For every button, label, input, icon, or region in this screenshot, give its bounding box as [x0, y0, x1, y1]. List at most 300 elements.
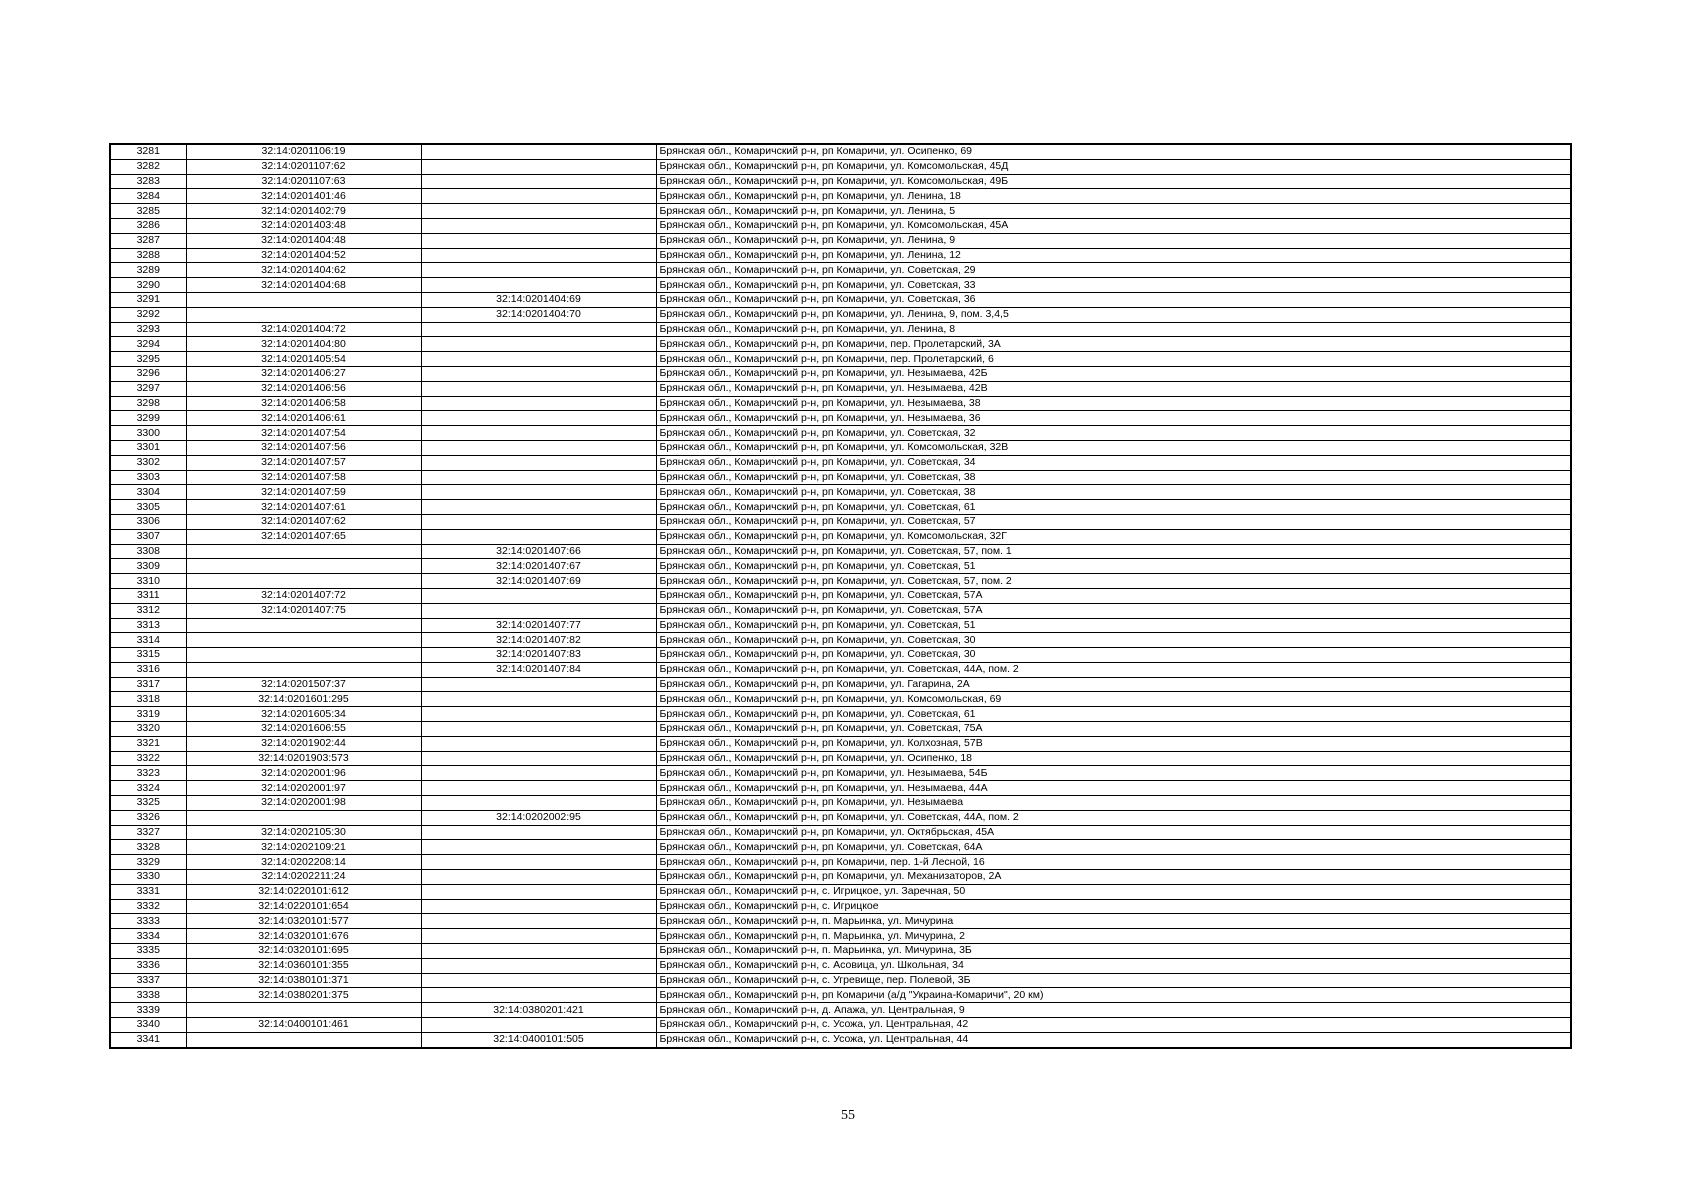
- table-row: [110, 840, 1571, 855]
- table-row: [110, 189, 1571, 204]
- cadastral-number-alt-cell: [421, 233, 656, 248]
- address-cell: Брянская обл., Комаричский р-н, рп Комаричи, ул. Советская, 57А: [656, 588, 1571, 603]
- cadastral-number-alt-cell: [421, 396, 656, 411]
- address-cell: Брянская обл., Комаричский р-н, рп Комаричи, ул. Советская, 44А, пом. 2: [656, 810, 1571, 825]
- cadastral-number-cell: 32:14:0202001:96: [186, 766, 421, 781]
- row-number-cell: 3341: [110, 1032, 186, 1047]
- table-row: [110, 1032, 1571, 1047]
- row-number-cell: 3282: [110, 159, 186, 174]
- address-cell: Брянская обл., Комаричский р-н, рп Комаричи, ул. Советская, 36: [656, 292, 1571, 307]
- row-number-cell: 3292: [110, 307, 186, 322]
- address-cell: Брянская обл., Комаричский р-н, рп Комаричи, ул. Советская, 61: [656, 500, 1571, 515]
- table-row: [110, 618, 1571, 633]
- cadastral-number-cell: [186, 559, 421, 574]
- address-cell: Брянская обл., Комаричский р-н, рп Комаричи, ул. Колхозная, 57В: [656, 736, 1571, 751]
- table-row: [110, 278, 1571, 293]
- row-number-cell: 3306: [110, 514, 186, 529]
- address-cell: Брянская обл., Комаричский р-н, рп Комаричи, ул. Незымаева, 42В: [656, 381, 1571, 396]
- row-number-cell: 3320: [110, 722, 186, 737]
- address-cell: Брянская обл., Комаричский р-н, рп Комаричи, ул. Комсомольская, 45Д: [656, 159, 1571, 174]
- table-row: [110, 440, 1571, 455]
- row-number-cell: 3317: [110, 677, 186, 692]
- cadastral-number-alt-cell: 32:14:0202002:95: [421, 810, 656, 825]
- row-number-cell: 3319: [110, 707, 186, 722]
- row-number-cell: 3307: [110, 529, 186, 544]
- cadastral-number-alt-cell: 32:14:0380201:421: [421, 1003, 656, 1018]
- address-cell: Брянская обл., Комаричский р-н, рп Комаричи, пер. 1-й Лесной, 16: [656, 855, 1571, 870]
- cadastral-number-alt-cell: 32:14:0201407:69: [421, 574, 656, 589]
- cadastral-number-cell: 32:14:0201407:54: [186, 426, 421, 441]
- cadastral-number-cell: 32:14:0320101:676: [186, 929, 421, 944]
- cadastral-number-alt-cell: 32:14:0201407:83: [421, 648, 656, 663]
- table-row: [110, 692, 1571, 707]
- table-row: [110, 307, 1571, 322]
- registry-table: [109, 143, 1572, 1049]
- table-row: [110, 648, 1571, 663]
- cadastral-number-cell: 32:14:0201407:62: [186, 514, 421, 529]
- table-row: [110, 529, 1571, 544]
- table-row: [110, 1018, 1571, 1033]
- table-row: [110, 263, 1571, 278]
- table-row: [110, 914, 1571, 929]
- cadastral-number-alt-cell: 32:14:0400101:505: [421, 1032, 656, 1047]
- address-cell: Брянская обл., Комаричский р-н, рп Комаричи, ул. Советская, 32: [656, 426, 1571, 441]
- table-row: [110, 559, 1571, 574]
- table-row: [110, 292, 1571, 307]
- row-number-cell: 3329: [110, 855, 186, 870]
- cadastral-number-alt-cell: [421, 500, 656, 515]
- address-cell: Брянская обл., Комаричский р-н, рп Комаричи, ул. Незымаева, 44А: [656, 781, 1571, 796]
- address-cell: Брянская обл., Комаричский р-н, с. Усожа, ул. Центральная, 44: [656, 1032, 1571, 1047]
- cadastral-number-cell: [186, 292, 421, 307]
- row-number-cell: 3294: [110, 337, 186, 352]
- table-row: [110, 485, 1571, 500]
- cadastral-number-alt-cell: 32:14:0201407:77: [421, 618, 656, 633]
- cadastral-number-alt-cell: [421, 529, 656, 544]
- cadastral-number-cell: 32:14:0201407:65: [186, 529, 421, 544]
- table-row: [110, 366, 1571, 381]
- table-row: [110, 855, 1571, 870]
- table-row: [110, 174, 1571, 189]
- table-row: [110, 884, 1571, 899]
- table-row: [110, 337, 1571, 352]
- table-row: [110, 144, 1571, 159]
- cadastral-number-cell: 32:14:0201407:75: [186, 603, 421, 618]
- address-cell: Брянская обл., Комаричский р-н, рп Комаричи, ул. Комсомольская, 45А: [656, 218, 1571, 233]
- cadastral-number-cell: 32:14:0201407:58: [186, 470, 421, 485]
- address-cell: Брянская обл., Комаричский р-н, рп Комаричи, ул. Советская, 29: [656, 263, 1571, 278]
- table-row: [110, 159, 1571, 174]
- table-row: [110, 204, 1571, 219]
- cadastral-number-cell: 32:14:0201507:37: [186, 677, 421, 692]
- address-cell: Брянская обл., Комаричский р-н, рп Комаричи, ул. Советская, 57, пом. 2: [656, 574, 1571, 589]
- address-cell: Брянская обл., Комаричский р-н, п. Марьинка, ул. Мичурина: [656, 914, 1571, 929]
- cadastral-number-alt-cell: [421, 1018, 656, 1033]
- row-number-cell: 3313: [110, 618, 186, 633]
- row-number-cell: 3336: [110, 958, 186, 973]
- cadastral-number-cell: 32:14:0201407:57: [186, 455, 421, 470]
- cadastral-number-alt-cell: [421, 485, 656, 500]
- table-row: [110, 988, 1571, 1003]
- row-number-cell: 3309: [110, 559, 186, 574]
- table-row: [110, 707, 1571, 722]
- table-row: [110, 825, 1571, 840]
- table-row: [110, 1003, 1571, 1018]
- row-number-cell: 3322: [110, 751, 186, 766]
- cadastral-number-cell: 32:14:0380101:371: [186, 973, 421, 988]
- cadastral-number-alt-cell: [421, 218, 656, 233]
- table-row: [110, 662, 1571, 677]
- cadastral-number-alt-cell: [421, 174, 656, 189]
- cadastral-number-alt-cell: [421, 352, 656, 367]
- cadastral-number-alt-cell: [421, 411, 656, 426]
- cadastral-number-alt-cell: [421, 278, 656, 293]
- table-row: [110, 514, 1571, 529]
- address-cell: Брянская обл., Комаричский р-н, рп Комаричи, ул. Незымаева: [656, 796, 1571, 811]
- cadastral-number-cell: 32:14:0400101:461: [186, 1018, 421, 1033]
- address-cell: Брянская обл., Комаричский р-н, рп Комаричи, пер. Пролетарский, 6: [656, 352, 1571, 367]
- cadastral-number-cell: 32:14:0220101:654: [186, 899, 421, 914]
- row-number-cell: 3285: [110, 204, 186, 219]
- row-number-cell: 3296: [110, 366, 186, 381]
- cadastral-number-alt-cell: [421, 958, 656, 973]
- row-number-cell: 3293: [110, 322, 186, 337]
- cadastral-number-cell: 32:14:0201407:72: [186, 588, 421, 603]
- row-number-cell: 3308: [110, 544, 186, 559]
- address-cell: Брянская обл., Комаричский р-н, рп Комаричи, ул. Советская, 33: [656, 278, 1571, 293]
- row-number-cell: 3281: [110, 144, 186, 159]
- cadastral-number-cell: [186, 544, 421, 559]
- row-number-cell: 3295: [110, 352, 186, 367]
- cadastral-number-cell: 32:14:0202211:24: [186, 870, 421, 885]
- cadastral-number-alt-cell: [421, 189, 656, 204]
- table-row: [110, 973, 1571, 988]
- page-number: 55: [841, 1108, 855, 1123]
- cadastral-number-cell: 32:14:0201403:48: [186, 218, 421, 233]
- cadastral-number-alt-cell: [421, 381, 656, 396]
- address-cell: Брянская обл., Комаричский р-н, рп Комаричи, ул. Советская, 57А: [656, 603, 1571, 618]
- table-row: [110, 929, 1571, 944]
- row-number-cell: 3340: [110, 1018, 186, 1033]
- address-cell: Брянская обл., Комаричский р-н, рп Комаричи, ул. Ленина, 9: [656, 233, 1571, 248]
- table-row: [110, 736, 1571, 751]
- cadastral-number-cell: 32:14:0201605:34: [186, 707, 421, 722]
- cadastral-number-cell: 32:14:0201404:62: [186, 263, 421, 278]
- row-number-cell: 3303: [110, 470, 186, 485]
- table-row: [110, 544, 1571, 559]
- cadastral-number-alt-cell: [421, 736, 656, 751]
- cadastral-number-cell: [186, 662, 421, 677]
- cadastral-number-alt-cell: [421, 144, 656, 159]
- table-row: [110, 796, 1571, 811]
- cadastral-number-cell: 32:14:0320101:577: [186, 914, 421, 929]
- address-cell: Брянская обл., Комаричский р-н, рп Комаричи, ул. Гагарина, 2А: [656, 677, 1571, 692]
- cadastral-number-cell: 32:14:0201601:295: [186, 692, 421, 707]
- address-cell: Брянская обл., Комаричский р-н, рп Комаричи, ул. Осипенко, 69: [656, 144, 1571, 159]
- address-cell: Брянская обл., Комаричский р-н, рп Комаричи, ул. Советская, 51: [656, 559, 1571, 574]
- cadastral-number-alt-cell: [421, 514, 656, 529]
- cadastral-number-alt-cell: 32:14:0201407:67: [421, 559, 656, 574]
- address-cell: Брянская обл., Комаричский р-н, с. Асовица, ул. Школьная, 34: [656, 958, 1571, 973]
- registry-table-body: [110, 144, 1571, 1048]
- table-row: [110, 411, 1571, 426]
- cadastral-number-alt-cell: [421, 366, 656, 381]
- cadastral-number-cell: 32:14:0201106:19: [186, 144, 421, 159]
- row-number-cell: 3318: [110, 692, 186, 707]
- address-cell: Брянская обл., Комаричский р-н, рп Комаричи, ул. Незымаева, 54Б: [656, 766, 1571, 781]
- address-cell: Брянская обл., Комаричский р-н, п. Марьинка, ул. Мичурина, 3Б: [656, 944, 1571, 959]
- cadastral-number-cell: 32:14:0202105:30: [186, 825, 421, 840]
- table-row: [110, 751, 1571, 766]
- cadastral-number-cell: 32:14:0202208:14: [186, 855, 421, 870]
- cadastral-number-cell: 32:14:0201404:48: [186, 233, 421, 248]
- cadastral-number-alt-cell: [421, 692, 656, 707]
- table-row: [110, 574, 1571, 589]
- address-cell: Брянская обл., Комаричский р-н, рп Комаричи, ул. Советская, 57: [656, 514, 1571, 529]
- cadastral-number-alt-cell: [421, 944, 656, 959]
- cadastral-number-cell: [186, 648, 421, 663]
- table-row: [110, 603, 1571, 618]
- row-number-cell: 3305: [110, 500, 186, 515]
- cadastral-number-cell: [186, 574, 421, 589]
- cadastral-number-alt-cell: 32:14:0201407:82: [421, 633, 656, 648]
- cadastral-number-cell: 32:14:0220101:612: [186, 884, 421, 899]
- cadastral-number-cell: 32:14:0201606:55: [186, 722, 421, 737]
- address-cell: Брянская обл., Комаричский р-н, рп Комаричи, ул. Советская, 44А, пом. 2: [656, 662, 1571, 677]
- cadastral-number-alt-cell: [421, 899, 656, 914]
- row-number-cell: 3304: [110, 485, 186, 500]
- row-number-cell: 3338: [110, 988, 186, 1003]
- cadastral-number-cell: 32:14:0201404:68: [186, 278, 421, 293]
- table-row: [110, 781, 1571, 796]
- table-row: [110, 352, 1571, 367]
- row-number-cell: 3315: [110, 648, 186, 663]
- address-cell: Брянская обл., Комаричский р-н, рп Комаричи, ул. Октябрьская, 45А: [656, 825, 1571, 840]
- address-cell: Брянская обл., Комаричский р-н, рп Комаричи, ул. Советская, 38: [656, 470, 1571, 485]
- row-number-cell: 3299: [110, 411, 186, 426]
- cadastral-number-alt-cell: [421, 855, 656, 870]
- cadastral-number-cell: 32:14:0201903:573: [186, 751, 421, 766]
- row-number-cell: 3323: [110, 766, 186, 781]
- cadastral-number-alt-cell: [421, 840, 656, 855]
- address-cell: Брянская обл., Комаричский р-н, рп Комаричи, ул. Комсомольская, 49Б: [656, 174, 1571, 189]
- cadastral-number-cell: 32:14:0202001:98: [186, 796, 421, 811]
- cadastral-number-cell: 32:14:0201406:61: [186, 411, 421, 426]
- cadastral-number-alt-cell: [421, 677, 656, 692]
- cadastral-number-cell: [186, 810, 421, 825]
- cadastral-number-cell: 32:14:0201107:62: [186, 159, 421, 174]
- address-cell: Брянская обл., Комаричский р-н, рп Комаричи, ул. Советская, 51: [656, 618, 1571, 633]
- table-row: [110, 870, 1571, 885]
- cadastral-number-alt-cell: [421, 588, 656, 603]
- table-row: [110, 396, 1571, 411]
- address-cell: Брянская обл., Комаричский р-н, рп Комаричи, ул. Ленина, 18: [656, 189, 1571, 204]
- cadastral-number-alt-cell: [421, 973, 656, 988]
- row-number-cell: 3301: [110, 440, 186, 455]
- row-number-cell: 3331: [110, 884, 186, 899]
- row-number-cell: 3335: [110, 944, 186, 959]
- row-number-cell: 3302: [110, 455, 186, 470]
- table-row: [110, 766, 1571, 781]
- address-cell: Брянская обл., Комаричский р-н, рп Комаричи, ул. Ленина, 9, пом. 3,4,5: [656, 307, 1571, 322]
- address-cell: Брянская обл., Комаричский р-н, рп Комаричи, ул. Комсомольская, 32В: [656, 440, 1571, 455]
- address-cell: Брянская обл., Комаричский р-н, рп Комаричи, ул. Механизаторов, 2А: [656, 870, 1571, 885]
- row-number-cell: 3289: [110, 263, 186, 278]
- row-number-cell: 3328: [110, 840, 186, 855]
- cadastral-number-alt-cell: [421, 470, 656, 485]
- cadastral-number-cell: 32:14:0201407:61: [186, 500, 421, 515]
- address-cell: Брянская обл., Комаричский р-н, рп Комаричи, ул. Ленина, 12: [656, 248, 1571, 263]
- cadastral-number-cell: 32:14:0202109:21: [186, 840, 421, 855]
- row-number-cell: 3334: [110, 929, 186, 944]
- cadastral-number-alt-cell: [421, 884, 656, 899]
- address-cell: Брянская обл., Комаричский р-н, с. Усожа, ул. Центральная, 42: [656, 1018, 1571, 1033]
- address-cell: Брянская обл., Комаричский р-н, рп Комаричи, ул. Незымаева, 38: [656, 396, 1571, 411]
- row-number-cell: 3327: [110, 825, 186, 840]
- table-row: [110, 470, 1571, 485]
- row-number-cell: 3287: [110, 233, 186, 248]
- row-number-cell: 3332: [110, 899, 186, 914]
- address-cell: Брянская обл., Комаричский р-н, рп Комаричи, ул. Незымаева, 42Б: [656, 366, 1571, 381]
- table-row: [110, 958, 1571, 973]
- table-row: [110, 248, 1571, 263]
- cadastral-number-cell: [186, 618, 421, 633]
- cadastral-number-cell: [186, 633, 421, 648]
- address-cell: Брянская обл., Комаричский р-н, рп Комаричи, ул. Осипенко, 18: [656, 751, 1571, 766]
- cadastral-number-alt-cell: [421, 204, 656, 219]
- cadastral-number-alt-cell: [421, 707, 656, 722]
- row-number-cell: 3324: [110, 781, 186, 796]
- cadastral-number-cell: 32:14:0380201:375: [186, 988, 421, 1003]
- cadastral-number-cell: 32:14:0201406:27: [186, 366, 421, 381]
- row-number-cell: 3321: [110, 736, 186, 751]
- table-row: [110, 899, 1571, 914]
- address-cell: Брянская обл., Комаричский р-н, рп Комаричи, ул. Советская, 38: [656, 485, 1571, 500]
- address-cell: Брянская обл., Комаричский р-н, с. Игрицкое, ул. Заречная, 50: [656, 884, 1571, 899]
- cadastral-number-cell: 32:14:0202001:97: [186, 781, 421, 796]
- row-number-cell: 3310: [110, 574, 186, 589]
- address-cell: Брянская обл., Комаричский р-н, д. Апажа, ул. Центральная, 9: [656, 1003, 1571, 1018]
- cadastral-number-alt-cell: [421, 988, 656, 1003]
- row-number-cell: 3330: [110, 870, 186, 885]
- row-number-cell: 3297: [110, 381, 186, 396]
- cadastral-number-alt-cell: [421, 781, 656, 796]
- cadastral-number-alt-cell: [421, 440, 656, 455]
- cadastral-number-alt-cell: [421, 603, 656, 618]
- cadastral-number-cell: 32:14:0201407:56: [186, 440, 421, 455]
- cadastral-number-alt-cell: [421, 426, 656, 441]
- address-cell: Брянская обл., Комаричский р-н, с. Угревище, пер. Полевой, 3Б: [656, 973, 1571, 988]
- table-row: [110, 218, 1571, 233]
- row-number-cell: 3337: [110, 973, 186, 988]
- cadastral-number-cell: 32:14:0201404:80: [186, 337, 421, 352]
- address-cell: Брянская обл., Комаричский р-н, п. Марьинка, ул. Мичурина, 2: [656, 929, 1571, 944]
- table-row: [110, 722, 1571, 737]
- cadastral-number-alt-cell: [421, 929, 656, 944]
- cadastral-number-alt-cell: [421, 766, 656, 781]
- cadastral-number-cell: 32:14:0201405:54: [186, 352, 421, 367]
- row-number-cell: 3291: [110, 292, 186, 307]
- cadastral-number-alt-cell: [421, 455, 656, 470]
- cadastral-number-cell: [186, 1032, 421, 1047]
- cadastral-number-alt-cell: [421, 337, 656, 352]
- cadastral-number-cell: 32:14:0201402:79: [186, 204, 421, 219]
- cadastral-number-cell: 32:14:0201404:52: [186, 248, 421, 263]
- row-number-cell: 3311: [110, 588, 186, 603]
- cadastral-number-alt-cell: [421, 159, 656, 174]
- cadastral-number-cell: 32:14:0201401:46: [186, 189, 421, 204]
- address-cell: Брянская обл., Комаричский р-н, рп Комаричи, ул. Комсомольская, 32Г: [656, 529, 1571, 544]
- row-number-cell: 3312: [110, 603, 186, 618]
- table-row: [110, 588, 1571, 603]
- cadastral-number-cell: 32:14:0320101:695: [186, 944, 421, 959]
- address-cell: Брянская обл., Комаричский р-н, рп Комаричи, ул. Советская, 64А: [656, 840, 1571, 855]
- cadastral-number-alt-cell: 32:14:0201404:69: [421, 292, 656, 307]
- row-number-cell: 3325: [110, 796, 186, 811]
- table-row: [110, 426, 1571, 441]
- cadastral-number-alt-cell: [421, 914, 656, 929]
- cadastral-number-cell: 32:14:0201406:58: [186, 396, 421, 411]
- cadastral-number-alt-cell: [421, 751, 656, 766]
- address-cell: Брянская обл., Комаричский р-н, рп Комаричи, ул. Ленина, 8: [656, 322, 1571, 337]
- address-cell: Брянская обл., Комаричский р-н, рп Комаричи, ул. Советская, 34: [656, 455, 1571, 470]
- address-cell: Брянская обл., Комаричский р-н, рп Комаричи, ул. Советская, 75А: [656, 722, 1571, 737]
- row-number-cell: 3316: [110, 662, 186, 677]
- cadastral-number-cell: 32:14:0201107:63: [186, 174, 421, 189]
- row-number-cell: 3298: [110, 396, 186, 411]
- row-number-cell: 3300: [110, 426, 186, 441]
- cadastral-number-cell: 32:14:0201902:44: [186, 736, 421, 751]
- address-cell: Брянская обл., Комаричский р-н, рп Комаричи, пер. Пролетарский, 3А: [656, 337, 1571, 352]
- table-row: [110, 381, 1571, 396]
- row-number-cell: 3314: [110, 633, 186, 648]
- row-number-cell: 3333: [110, 914, 186, 929]
- cadastral-number-alt-cell: 32:14:0201407:66: [421, 544, 656, 559]
- row-number-cell: 3288: [110, 248, 186, 263]
- cadastral-number-alt-cell: [421, 870, 656, 885]
- cadastral-number-alt-cell: [421, 322, 656, 337]
- address-cell: Брянская обл., Комаричский р-н, рп Комаричи (а/д "Украина-Комаричи", 20 км): [656, 988, 1571, 1003]
- row-number-cell: 3326: [110, 810, 186, 825]
- cadastral-number-alt-cell: [421, 263, 656, 278]
- table-row: [110, 233, 1571, 248]
- cadastral-number-alt-cell: [421, 796, 656, 811]
- table-row: [110, 944, 1571, 959]
- address-cell: Брянская обл., Комаричский р-н, рп Комаричи, ул. Незымаева, 36: [656, 411, 1571, 426]
- cadastral-number-cell: 32:14:0360101:355: [186, 958, 421, 973]
- row-number-cell: 3339: [110, 1003, 186, 1018]
- cadastral-number-alt-cell: [421, 722, 656, 737]
- table-row: [110, 633, 1571, 648]
- table-row: [110, 810, 1571, 825]
- address-cell: Брянская обл., Комаричский р-н, рп Комаричи, ул. Советская, 61: [656, 707, 1571, 722]
- table-row: [110, 322, 1571, 337]
- table-row: [110, 455, 1571, 470]
- row-number-cell: 3290: [110, 278, 186, 293]
- cadastral-number-alt-cell: [421, 825, 656, 840]
- cadastral-number-cell: [186, 307, 421, 322]
- row-number-cell: 3286: [110, 218, 186, 233]
- cadastral-number-cell: 32:14:0201404:72: [186, 322, 421, 337]
- address-cell: Брянская обл., Комаричский р-н, рп Комаричи, ул. Ленина, 5: [656, 204, 1571, 219]
- address-cell: Брянская обл., Комаричский р-н, рп Комаричи, ул. Комсомольская, 69: [656, 692, 1571, 707]
- address-cell: Брянская обл., Комаричский р-н, рп Комаричи, ул. Советская, 30: [656, 633, 1571, 648]
- cadastral-number-alt-cell: 32:14:0201404:70: [421, 307, 656, 322]
- table-row: [110, 500, 1571, 515]
- row-number-cell: 3284: [110, 189, 186, 204]
- cadastral-number-cell: 32:14:0201407:59: [186, 485, 421, 500]
- row-number-cell: 3283: [110, 174, 186, 189]
